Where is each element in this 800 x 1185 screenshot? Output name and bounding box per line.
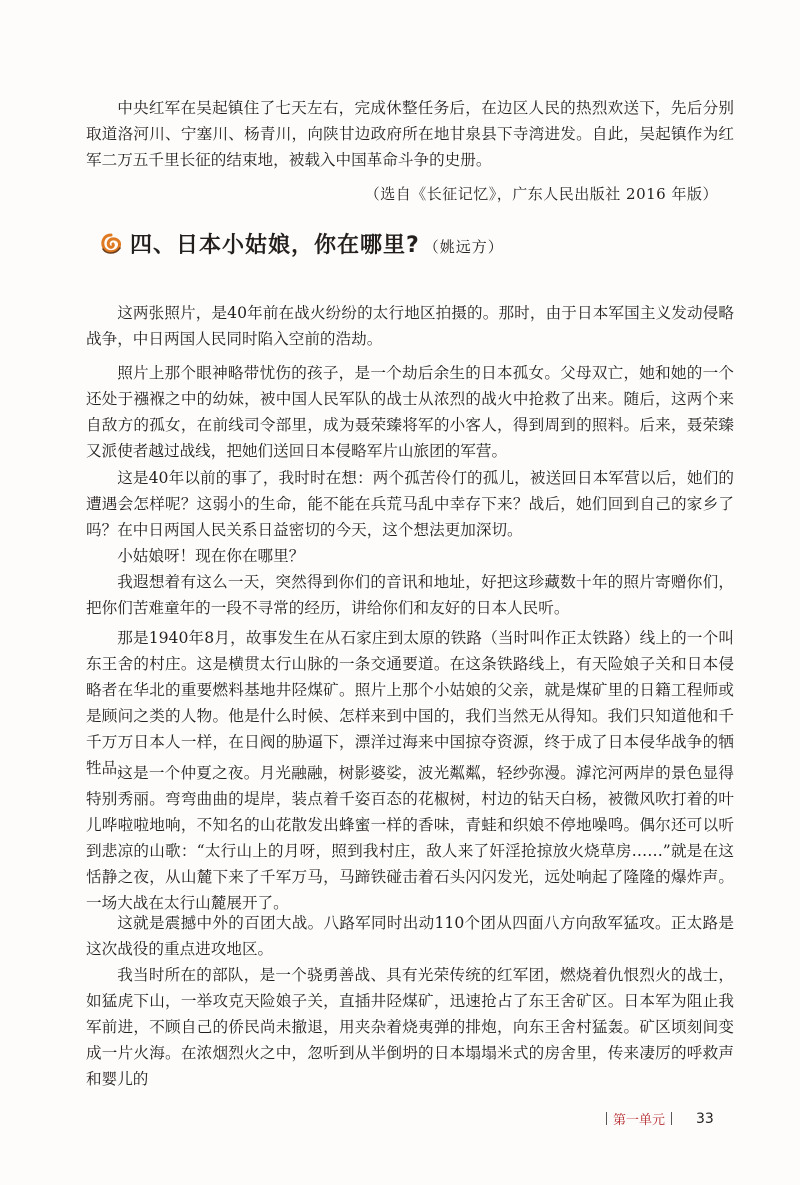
footer-divider — [671, 1112, 672, 1125]
body-paragraph-6: 那是1940年8月，故事发生在从石家庄到太原的铁路（当时叫作正太铁路）线上的一个叫东王舍的村庄。这是横贯太行山脉的一条交通要道。在这条铁路线上，有天险娘子关和日本侵略者在华北的重要燃料基地井陉煤矿。照片上那个小姑娘的父亲，就是煤矿里的日籍工程师或是顾问之类的人物。他是什么时候、怎样来到中国的，我们当然无从得知。我们只知道他和千千万万日本人一样，在日阀的胁逼下，漂洋过海来中国掠夺资源，终于成了日本侵华战争的牺牲品。 — [86, 629, 734, 777]
unit-label: 第一单元 — [613, 1113, 666, 1128]
body-paragraph-1: 这两张照片，是40年前在战火纷纷的太行地区拍摄的。那时，由于日本军国主义发动侵略战争，中日两国人民同时陷入空前的浩劫。 — [86, 304, 734, 348]
body-paragraph-4: 小姑娘呀！现在你在哪里？ — [117, 547, 305, 565]
section-heading — [104, 228, 504, 259]
body-paragraph-9: 我当时所在的部队，是一个骁勇善战、具有光荣传统的红军团，燃烧着仇恨烈火的战士，如猛虎下山，一举攻克天险娘子关，直插井陉煤矿，迅速抢占了东王舍矿区。日本军为阻止我军前进，不顾自己的侨民尚未撤退，用夹杂着烧夷弹的排炮，向东王舍村猛轰。矿区顷刻间变成一片火海。在浓烟烈火之中，忽听到从半倒坍的日本塌塌米式的房舍里，传来凄厉的呼救声和婴儿的 — [86, 966, 734, 1088]
section-author: （姚远方） — [423, 238, 504, 256]
body-paragraph-7: 这是一个仲夏之夜。月光融融，树影婆娑，波光粼粼，轻纱弥漫。滹沱河两岸的景色显得特别秀丽。弯弯曲曲的堤岸，装点着千姿百态的花椒树，村边的钻天白杨，被微风吹打着的叶儿哗啦啦地响，不知名的山花散发出蜂蜜一样的香味，青蛙和织娘不停地噪鸣。偶尔还可以听到悲凉的山歌：“太行山上的月呀，照到我村庄，敌人来了奸淫抢掠放火烧草房……”就是在这恬静之夜，从山麓下来了千军万马，马蹄铁碰击着石头闪闪发光，远处响起了隆隆的爆炸声。一场大战在太行山麓展开了。 — [86, 764, 734, 912]
intro-paragraph: 中央红军在吴起镇住了七天左右，完成休整任务后，在边区人民的热烈欢送下，先后分别取道洛河川、宁塞川、杨青川，向陕甘边政府所在地甘泉县下寺湾进发。自此，吴起镇作为红军二万五千里长征的结束地，被载入中国革命斗争的史册。 — [86, 99, 734, 169]
swirl-icon — [100, 233, 122, 255]
footer-divider — [606, 1112, 607, 1125]
page-number: 33 — [696, 1110, 714, 1127]
body-paragraph-3: 这是40年以前的事了，我时时在想：两个孤苦伶仃的孤儿，被送回日本军营以后，她们的遭遇会怎样呢？这弱小的生命，能不能在兵荒马乱中幸存下来？战后，她们回到自己的家乡了吗？在中日两国人民关系日益密切的今天，这个想法更加深切。 — [86, 469, 734, 539]
body-paragraph-5: 我遐想着有这么一天，突然得到你们的音讯和地址，好把这珍藏数十年的照片寄赠你们，把你们苦难童年的一段不寻常的经历，讲给你们和友好的日本人民听。 — [86, 573, 734, 617]
page-footer — [600, 1109, 714, 1128]
section-title: 四、日本小姑娘，你在哪里? — [130, 233, 420, 258]
body-paragraph-8: 这就是震撼中外的百团大战。八路军同时出动110个团从四面八方向敌军猛攻。正太路是这次战役的重点进攻地区。 — [86, 914, 734, 958]
body-paragraph-2: 照片上那个眼神略带忧伤的孩子，是一个劫后余生的日本孤女。父母双亡，她和她的一个还处于襁褓之中的幼妹，被中国人民军队的战士从浓烈的战火中抢救了出来。随后，这两个来自敌方的孤女，在前线司令部里，成为聂荣臻将军的小客人，得到周到的照料。后来，聂荣臻又派使者越过战线，把她们送回日本侵略军片山旅团的军营。 — [86, 364, 734, 460]
source-note: （选自《长征记忆》，广东人民出版社 2016 年版） — [364, 185, 718, 203]
